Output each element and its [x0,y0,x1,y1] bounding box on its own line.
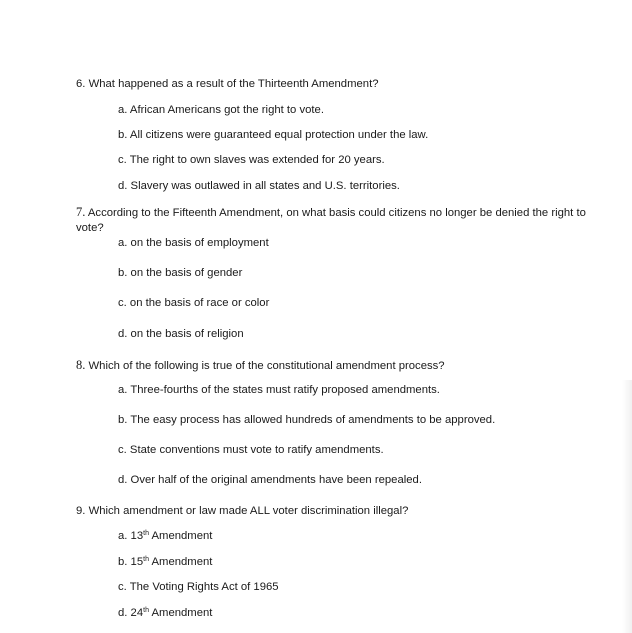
option-9c [118,580,279,594]
option-text-tail: Amendment [148,530,213,542]
question-text: What happened as a result of the Thirteenth Amendment? [88,78,379,90]
option-7b: b. on the basis of gender [118,267,243,279]
option-6d: d. Slavery was outlawed in all states and U.S. territories. [118,180,400,192]
option-6c: c. The right to own slaves was extended for 20 years. [118,154,385,166]
option-9a [118,529,212,543]
question-number: 8. [76,358,86,372]
question-9 [76,504,606,519]
question-text: Which amendment or law made ALL voter discrimination illegal? [88,505,409,517]
question-text: Which of the following is true of the constitutional amendment process? [88,360,445,372]
question-text: According to the Fifteenth Amendment, on what basis could citizens no longer be denied the right to vote? [76,207,586,234]
option-8c: c. State conventions must vote to ratify amendments. [118,444,384,456]
question-7 [76,205,606,236]
option-text-tail: Amendment [148,556,213,568]
ordinal-suffix: th [143,607,149,614]
question-6 [76,77,606,92]
ordinal-suffix: th [143,530,149,537]
option-text: d. 24 [118,607,144,619]
question-8 [76,358,606,374]
question-number: 9. [76,505,86,517]
option-7d: d. on the basis of religion [118,328,244,340]
option-7c: c. on the basis of race or color [118,297,270,309]
option-text-tail: Amendment [148,607,213,619]
question-number: 6. [76,78,86,90]
option-6b: b. All citizens were guaranteed equal protection under the law. [118,129,429,141]
option-9b [118,555,212,569]
page-edge-shadow [622,380,632,633]
option-7a: a. on the basis of employment [118,237,269,249]
option-text: a. 13 [118,530,144,542]
option-8d: d. Over half of the original amendments have been repealed. [118,474,422,486]
option-text: b. 15 [118,556,144,568]
ordinal-suffix: th [143,556,149,563]
option-text: c. The Voting Rights Act of 1965 [118,581,279,593]
option-6a: a. African Americans got the right to vote. [118,104,324,116]
option-8b: b. The easy process has allowed hundreds of amendments to be approved. [118,414,496,426]
option-8a: a. Three-fourths of the states must ratify proposed amendments. [118,384,440,396]
question-number: 7. [76,205,86,219]
option-9d [118,606,212,620]
